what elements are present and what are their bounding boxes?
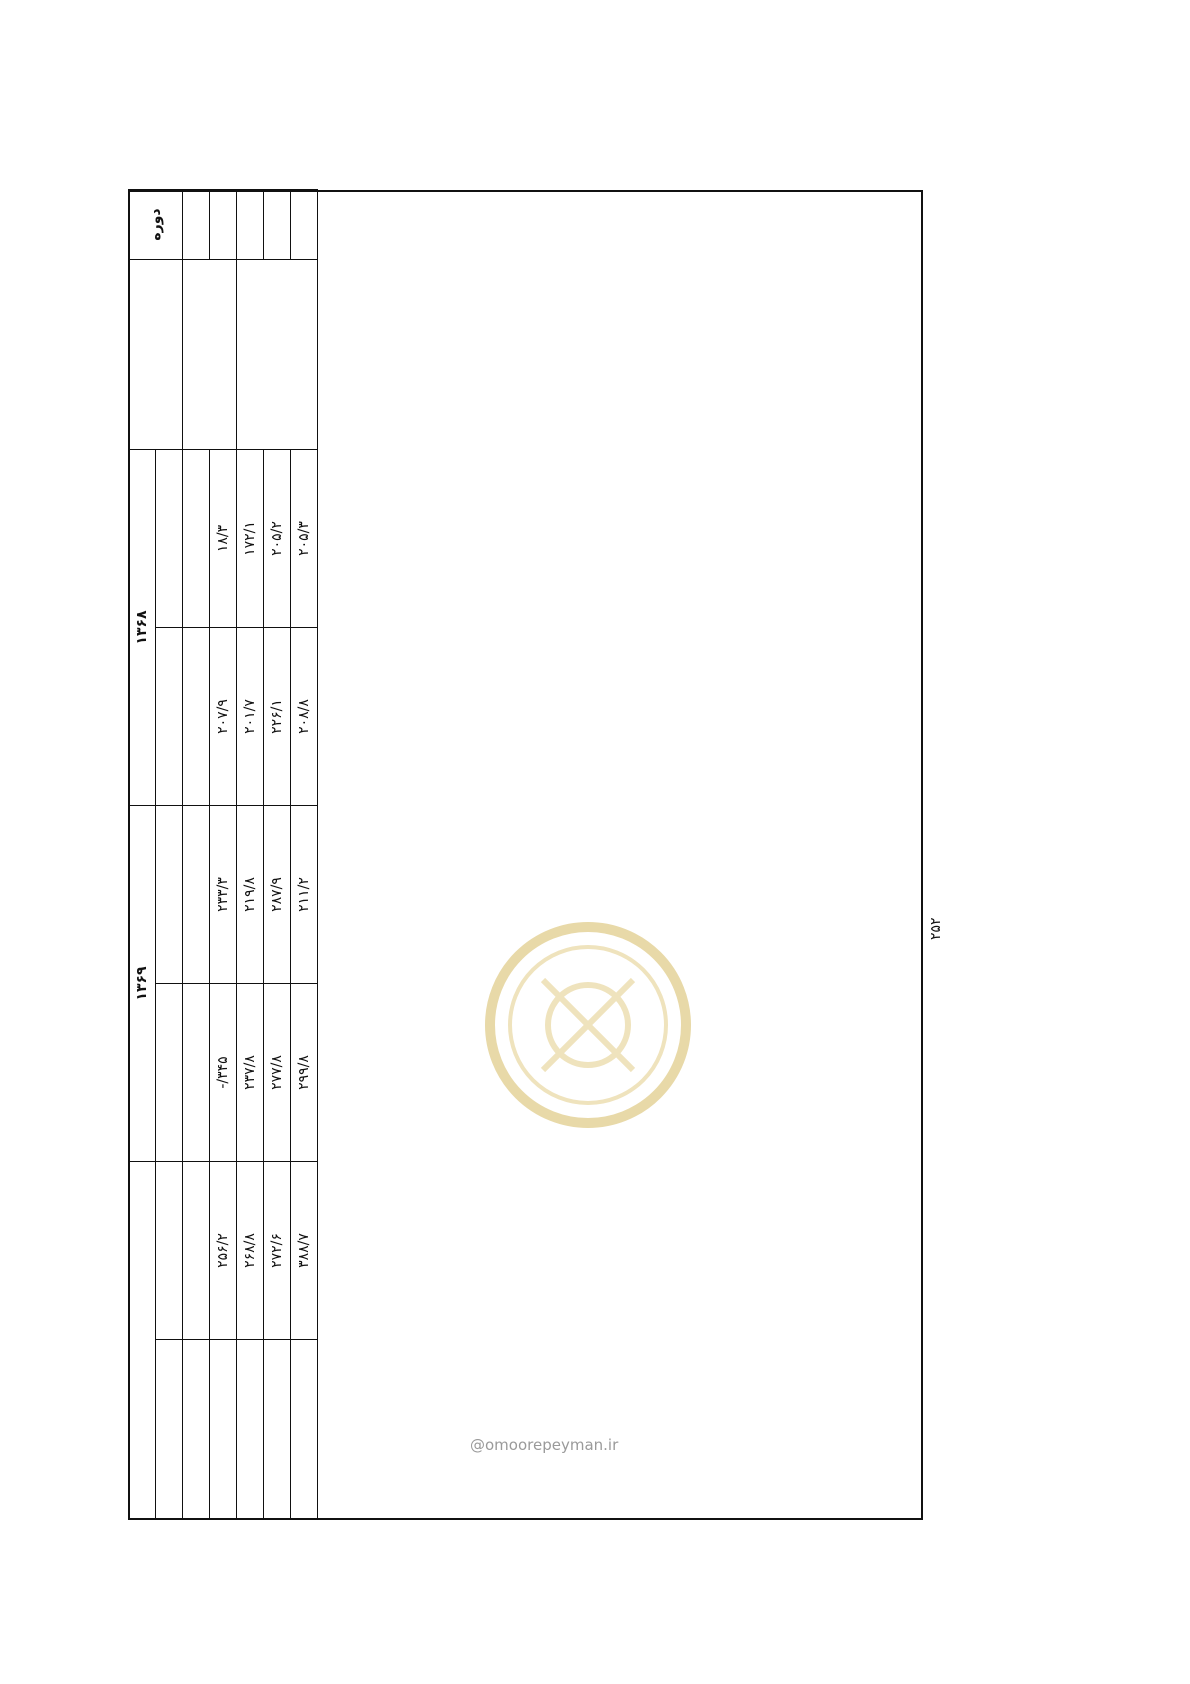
table-cell bbox=[183, 1340, 210, 1520]
table-cell: ۲۵۶/۲ bbox=[210, 1162, 237, 1340]
table-cell: ۲۷۷/۸ bbox=[264, 984, 291, 1162]
table-cell: ۲۰۵/۳ bbox=[291, 450, 318, 628]
table-cell: ۲۸۷/۹ bbox=[264, 806, 291, 984]
column-header bbox=[156, 628, 183, 806]
column-header bbox=[156, 806, 183, 984]
table-cell bbox=[291, 1340, 318, 1520]
table-cell bbox=[210, 1340, 237, 1520]
page-number: ۲۵۲ bbox=[928, 917, 944, 940]
group-label bbox=[237, 260, 318, 450]
table-cell: ۲۰۵/۲ bbox=[264, 450, 291, 628]
year-1370 bbox=[129, 1162, 156, 1520]
table-cell: ۲۳۷/۸ bbox=[237, 984, 264, 1162]
column-header bbox=[156, 1162, 183, 1340]
table-cell: ۲۲۶/۱ bbox=[264, 628, 291, 806]
table-cell bbox=[183, 806, 210, 984]
table-cell bbox=[183, 628, 210, 806]
table-cell: ۲۱۹/۸ bbox=[237, 806, 264, 984]
table-cell bbox=[183, 450, 210, 628]
table-cell: ۳۸۸/۷ bbox=[291, 1162, 318, 1340]
year-1368: ۱۳۶۸ bbox=[129, 450, 156, 806]
row-label bbox=[183, 190, 210, 260]
table-cell: ۲۱۱/۲ bbox=[291, 806, 318, 984]
salary-table bbox=[128, 189, 318, 1520]
table-cell: ۲۳۳/۳ bbox=[210, 806, 237, 984]
table-cell: ۱۷۲/۱ bbox=[237, 450, 264, 628]
table-row bbox=[183, 190, 210, 1520]
table-row bbox=[237, 190, 264, 1520]
watermark-text: @omoorepeyman.ir bbox=[470, 1436, 619, 1454]
table-cell bbox=[237, 1340, 264, 1520]
table-cell: ۳۴۵/- bbox=[210, 984, 237, 1162]
table-header-row-years bbox=[129, 190, 156, 1520]
column-header bbox=[156, 1340, 183, 1520]
column-header bbox=[156, 450, 183, 628]
table-cell: ۲۰۱/۷ bbox=[237, 628, 264, 806]
table-cell: ۲۰۸/۸ bbox=[291, 628, 318, 806]
table-cell: ۲۶۸/۸ bbox=[237, 1162, 264, 1340]
table-cell: ۲۹۹/۸ bbox=[291, 984, 318, 1162]
group-label bbox=[183, 260, 237, 450]
table-cell bbox=[183, 1162, 210, 1340]
row-label bbox=[237, 190, 264, 260]
column-header bbox=[156, 984, 183, 1162]
rotated-page-content bbox=[128, 190, 944, 1520]
row-label bbox=[291, 190, 318, 260]
table-cell bbox=[183, 984, 210, 1162]
seal-stamp bbox=[483, 920, 693, 1130]
row-label bbox=[264, 190, 291, 260]
header-empty bbox=[129, 260, 183, 450]
year-1369: ۱۳۶۹ bbox=[129, 806, 156, 1162]
period-label: دوره bbox=[129, 190, 183, 260]
table-cell: ۲۰۷/۹ bbox=[210, 628, 237, 806]
row-label bbox=[210, 190, 237, 260]
table-cell bbox=[264, 1340, 291, 1520]
table-cell: ۱۸/۳ bbox=[210, 450, 237, 628]
table-cell: ۲۷۲/۶ bbox=[264, 1162, 291, 1340]
